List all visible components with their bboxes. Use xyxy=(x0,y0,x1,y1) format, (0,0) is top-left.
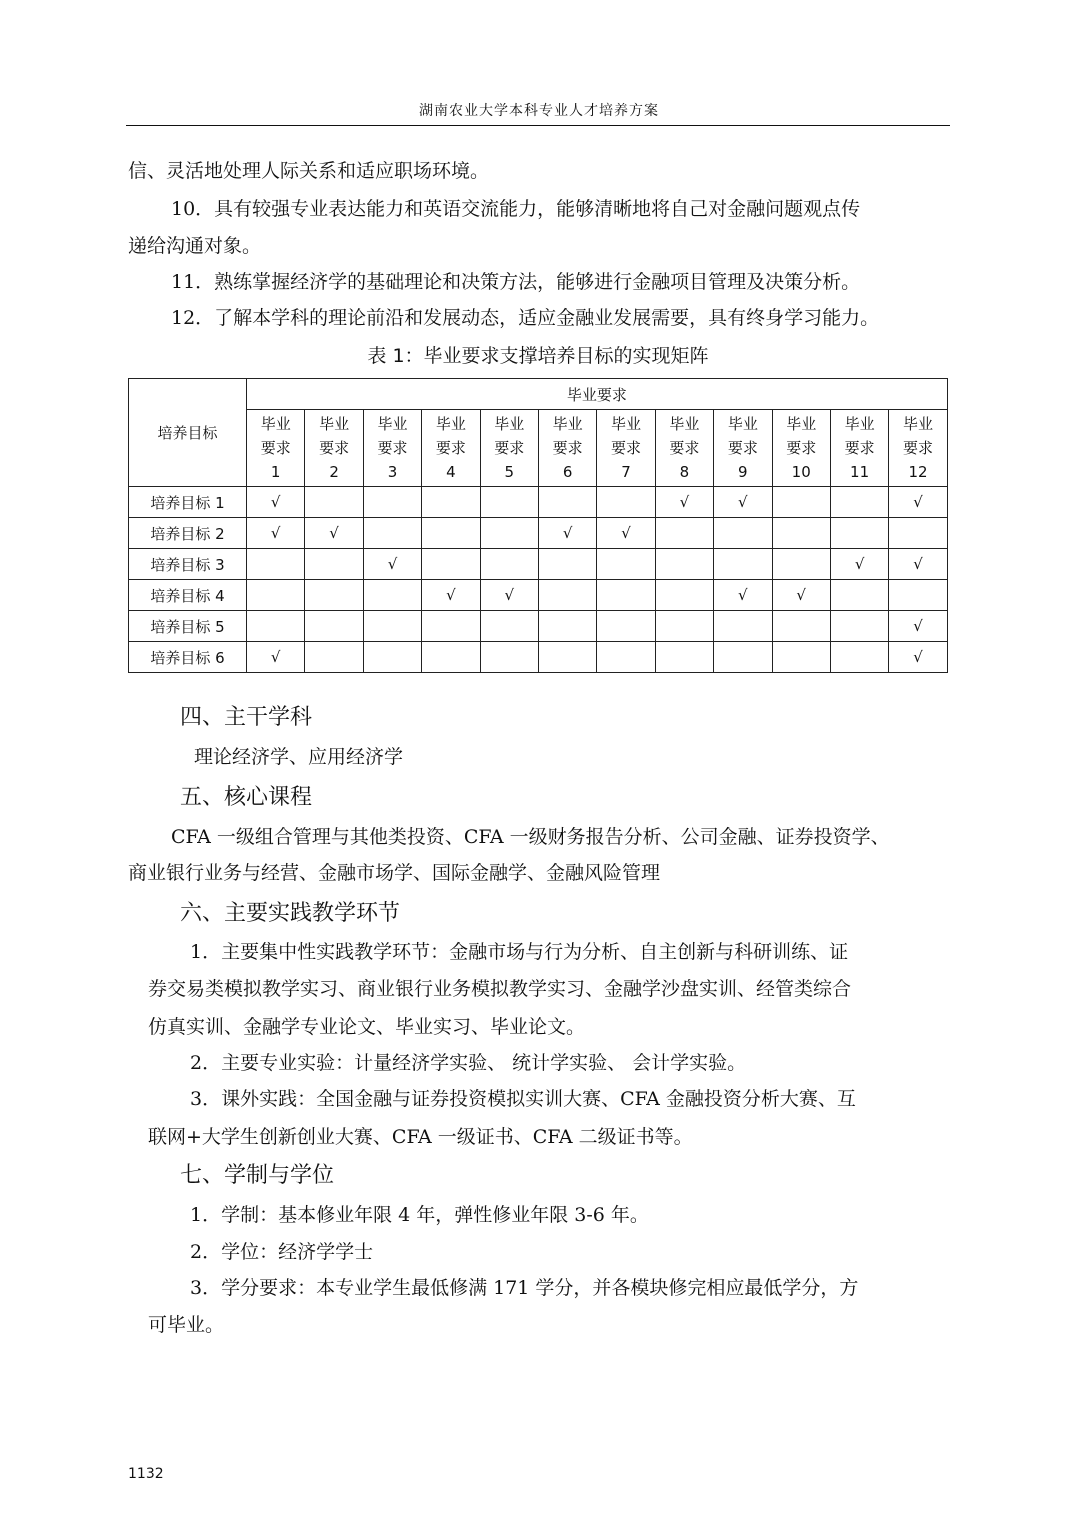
matrix-cell xyxy=(305,611,363,642)
matrix-cell xyxy=(772,580,830,611)
matrix-cell xyxy=(363,549,421,580)
matrix-cell xyxy=(538,642,596,673)
check-mark: √ xyxy=(854,555,865,573)
column-header xyxy=(655,410,713,487)
section-text: 1．学制：基本修业年限 4 年，弹性修业年限 3-6 年。 xyxy=(190,1204,649,1226)
column-number: 11 xyxy=(850,463,870,481)
column-header-line: 要求 xyxy=(844,439,875,457)
column-header xyxy=(422,410,480,487)
matrix-cell xyxy=(247,518,305,549)
matrix-cell xyxy=(480,611,538,642)
matrix-cell xyxy=(655,611,713,642)
matrix-cell xyxy=(597,487,655,518)
column-header-line: 要求 xyxy=(611,439,642,457)
row-label: 培养目标 1 xyxy=(129,487,247,518)
column-number: 5 xyxy=(504,463,515,481)
section-text: CFA 一级组合管理与其他类投资、CFA 一级财务报告分析、公司金融、证券投资学、 xyxy=(171,826,890,848)
matrix-cell xyxy=(772,611,830,642)
matrix-cell xyxy=(247,487,305,518)
page-number: 1132 xyxy=(128,1466,164,1482)
column-number: 3 xyxy=(387,463,398,481)
column-header xyxy=(597,410,655,487)
matrix-cell xyxy=(655,642,713,673)
check-mark: √ xyxy=(270,493,281,511)
check-mark: √ xyxy=(913,493,923,511)
corner-header: 培养目标 xyxy=(129,379,247,487)
matrix-cell xyxy=(597,549,655,580)
running-header: 湖南农业大学本科专业人才培养方案 xyxy=(419,103,659,119)
matrix-cell xyxy=(655,518,713,549)
matrix-cell xyxy=(480,549,538,580)
matrix-cell xyxy=(772,487,830,518)
group-header: 毕业要求 xyxy=(247,379,948,410)
matrix-cell xyxy=(247,580,305,611)
column-header-line: 要求 xyxy=(435,439,466,457)
column-number: 2 xyxy=(329,463,339,481)
matrix-cell xyxy=(305,487,363,518)
section-heading: 四、主干学科 xyxy=(180,705,313,730)
matrix-cell xyxy=(247,611,305,642)
section-text: 3．学分要求：本专业学生最低修满 171 学分，并各模块修完相应最低学分，方 xyxy=(190,1277,859,1299)
matrix-cell xyxy=(830,549,888,580)
matrix-cell xyxy=(305,580,363,611)
table-row xyxy=(129,487,948,518)
row-label: 培养目标 3 xyxy=(129,549,247,580)
matrix-cell xyxy=(889,518,947,549)
matrix-cell xyxy=(247,549,305,580)
section-text: 3．课外实践：全国金融与证券投资模拟实训大赛、CFA 金融投资分析大赛、互 xyxy=(190,1088,856,1110)
column-number: 10 xyxy=(791,463,811,481)
matrix-cell xyxy=(538,518,596,549)
column-number: 6 xyxy=(562,463,573,481)
matrix-cell xyxy=(422,611,480,642)
column-header-line: 毕业 xyxy=(611,415,642,433)
section-text: 商业银行业务与经营、金融市场学、国际金融学、金融风险管理 xyxy=(128,862,661,884)
row-label: 培养目标 5 xyxy=(129,611,247,642)
support-matrix-table xyxy=(128,378,948,673)
matrix-cell xyxy=(422,580,480,611)
matrix-cell xyxy=(714,549,772,580)
table-row xyxy=(129,580,948,611)
table-row xyxy=(129,642,948,673)
paragraph-line: 递给沟通对象。 xyxy=(128,235,262,257)
column-header-line: 毕业 xyxy=(669,415,700,433)
table-row xyxy=(129,549,948,580)
column-header-line: 要求 xyxy=(260,439,291,457)
column-header xyxy=(363,410,421,487)
matrix-cell xyxy=(538,580,596,611)
matrix-cell xyxy=(714,518,772,549)
matrix-cell xyxy=(422,487,480,518)
check-mark: √ xyxy=(504,586,515,604)
column-number: 7 xyxy=(621,463,631,481)
column-header-line: 要求 xyxy=(319,439,350,457)
matrix-cell xyxy=(305,518,363,549)
column-header-line: 毕业 xyxy=(786,415,817,433)
check-mark: √ xyxy=(446,586,456,604)
matrix-cell xyxy=(363,487,421,518)
matrix-cell xyxy=(714,611,772,642)
matrix-cell xyxy=(363,642,421,673)
matrix-cell xyxy=(772,549,830,580)
column-number: 12 xyxy=(908,463,928,481)
matrix-cell xyxy=(247,642,305,673)
section-text: 券交易类模拟教学实习、商业银行业务模拟教学实习、金融学沙盘实训、经管类综合 xyxy=(148,978,852,1000)
matrix-cell xyxy=(597,518,655,549)
check-mark: √ xyxy=(796,586,806,604)
table-row xyxy=(129,611,948,642)
check-mark: √ xyxy=(738,493,748,511)
paragraph-line: 10．具有较强专业表达能力和英语交流能力，能够清晰地将自己对金融问题观点传 xyxy=(171,198,861,220)
check-mark: √ xyxy=(329,524,339,542)
check-mark: √ xyxy=(270,648,281,666)
column-header-line: 要求 xyxy=(552,439,583,457)
column-number: 4 xyxy=(446,463,456,481)
column-header-line: 毕业 xyxy=(260,415,291,433)
matrix-cell xyxy=(830,642,888,673)
matrix-cell xyxy=(830,487,888,518)
section-text: 理论经济学、应用经济学 xyxy=(194,746,404,768)
section-heading: 五、核心课程 xyxy=(180,785,313,810)
column-header xyxy=(714,410,772,487)
check-mark: √ xyxy=(387,555,398,573)
check-mark: √ xyxy=(913,555,923,573)
matrix-cell xyxy=(772,518,830,549)
table-caption: 表 1：毕业要求支撑培养目标的实现矩阵 xyxy=(367,345,709,367)
paragraph-line: 信、灵活地处理人际关系和适应职场环境。 xyxy=(128,160,490,182)
matrix-cell xyxy=(830,518,888,549)
matrix-cell xyxy=(655,549,713,580)
matrix-cell xyxy=(363,611,421,642)
column-header xyxy=(772,410,830,487)
column-header-line: 要求 xyxy=(727,439,758,457)
section-heading: 六、主要实践教学环节 xyxy=(180,901,401,926)
column-header xyxy=(305,410,363,487)
paragraph-line: 12．了解本学科的理论前沿和发展动态，适应金融业发展需要，具有终身学习能力。 xyxy=(171,307,880,329)
check-mark: √ xyxy=(738,586,748,604)
check-mark: √ xyxy=(913,617,923,635)
matrix-cell xyxy=(363,580,421,611)
column-header-line: 要求 xyxy=(494,439,525,457)
column-header-line: 毕业 xyxy=(377,415,408,433)
check-mark: √ xyxy=(562,524,573,542)
column-header xyxy=(538,410,596,487)
column-header-line: 毕业 xyxy=(727,415,758,433)
matrix-cell xyxy=(480,580,538,611)
column-number: 9 xyxy=(738,463,748,481)
row-label: 培养目标 2 xyxy=(129,518,247,549)
matrix-cell xyxy=(538,549,596,580)
matrix-cell xyxy=(305,642,363,673)
matrix-cell xyxy=(772,642,830,673)
matrix-cell xyxy=(422,518,480,549)
column-header-line: 毕业 xyxy=(494,415,525,433)
section-text: 1．主要集中性实践教学环节：金融市场与行为分析、自主创新与科研训练、证 xyxy=(190,941,849,963)
matrix-cell xyxy=(714,580,772,611)
section-text: 仿真实训、金融学专业论文、毕业实习、毕业论文。 xyxy=(148,1016,586,1038)
matrix-cell xyxy=(830,580,888,611)
column-header xyxy=(889,410,947,487)
column-header xyxy=(247,410,305,487)
column-header-line: 毕业 xyxy=(903,415,934,433)
check-mark: √ xyxy=(270,524,281,542)
check-mark: √ xyxy=(679,493,690,511)
matrix-cell xyxy=(305,549,363,580)
column-header-line: 要求 xyxy=(786,439,817,457)
column-number: 1 xyxy=(270,463,281,481)
matrix-cell xyxy=(597,580,655,611)
section-text: 可毕业。 xyxy=(148,1314,225,1336)
header-rule xyxy=(126,125,950,126)
matrix-cell xyxy=(655,580,713,611)
matrix-cell xyxy=(889,549,947,580)
column-header-line: 毕业 xyxy=(552,415,583,433)
column-header-line: 要求 xyxy=(377,439,408,457)
matrix-cell xyxy=(889,611,947,642)
check-mark: √ xyxy=(913,648,923,666)
matrix-cell xyxy=(480,487,538,518)
matrix-cell xyxy=(538,487,596,518)
column-header-line: 毕业 xyxy=(435,415,466,433)
column-header-line: 毕业 xyxy=(319,415,350,433)
column-number: 8 xyxy=(679,463,690,481)
matrix-cell xyxy=(714,642,772,673)
matrix-cell xyxy=(538,611,596,642)
matrix-cell xyxy=(363,518,421,549)
matrix-cell xyxy=(422,549,480,580)
row-label: 培养目标 4 xyxy=(129,580,247,611)
matrix-cell xyxy=(889,580,947,611)
section-text: 2．学位：经济学学士 xyxy=(190,1241,374,1263)
column-header-line: 要求 xyxy=(903,439,934,457)
section-heading: 七、学制与学位 xyxy=(180,1163,335,1188)
matrix-cell xyxy=(889,642,947,673)
matrix-cell xyxy=(889,487,947,518)
section-text: 联网+大学生创新创业大赛、CFA 一级证书、CFA 二级证书等。 xyxy=(148,1126,693,1148)
section-text: 2．主要专业实验：计量经济学实验、 统计学实验、 会计学实验。 xyxy=(190,1052,747,1074)
paragraph-line: 11．熟练掌握经济学的基础理论和决策方法，能够进行金融项目管理及决策分析。 xyxy=(171,271,861,293)
row-label: 培养目标 6 xyxy=(129,642,247,673)
matrix-cell xyxy=(480,642,538,673)
column-header-line: 要求 xyxy=(669,439,700,457)
check-mark: √ xyxy=(621,524,631,542)
column-header xyxy=(480,410,538,487)
column-header xyxy=(830,410,888,487)
matrix-cell xyxy=(597,642,655,673)
table-row xyxy=(129,518,948,549)
matrix-cell xyxy=(422,642,480,673)
column-header-line: 毕业 xyxy=(844,415,875,433)
matrix-cell xyxy=(480,518,538,549)
matrix-cell xyxy=(714,487,772,518)
matrix-cell xyxy=(597,611,655,642)
matrix-cell xyxy=(830,611,888,642)
matrix-cell xyxy=(655,487,713,518)
